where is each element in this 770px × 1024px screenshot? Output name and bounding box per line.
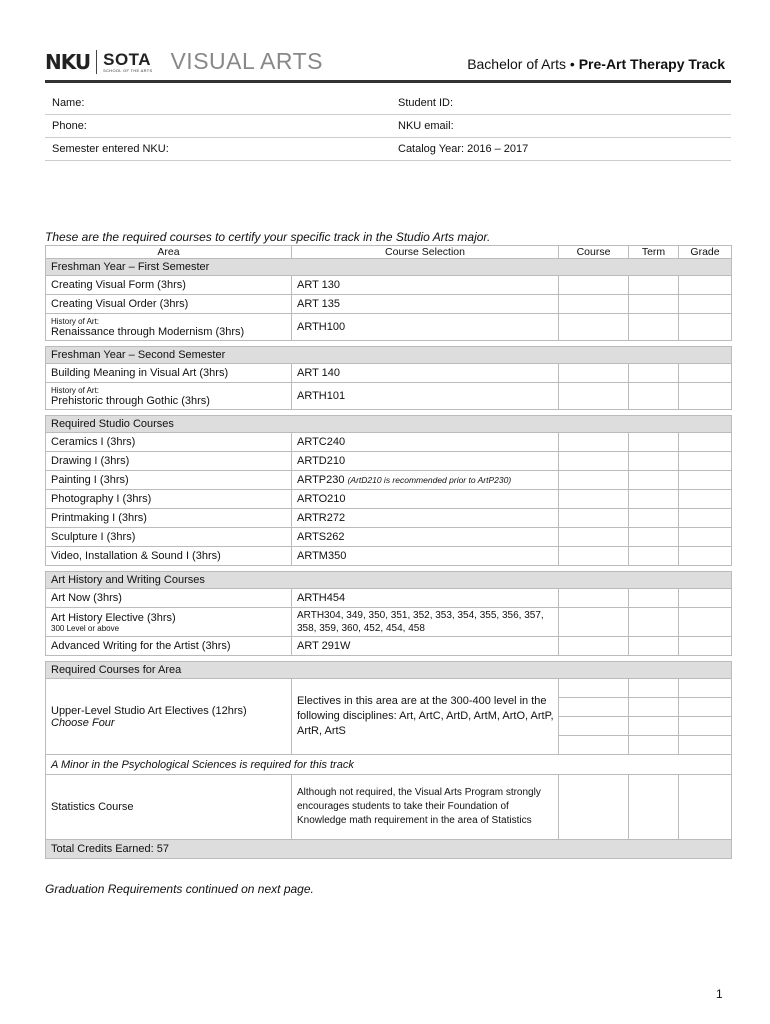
area-cell [46, 608, 292, 637]
grade-entry[interactable] [679, 775, 732, 840]
selection-cell: ARTO210 [292, 490, 559, 509]
col-selection: Course Selection [292, 246, 559, 259]
area-cell: Advanced Writing for the Artist (3hrs) [46, 637, 292, 656]
total-row [46, 840, 732, 859]
catalog-year-field[interactable]: Catalog Year: 2016 – 2017 [391, 138, 731, 161]
section-title: Required Courses for Area [46, 662, 732, 679]
selection-cell: ARTR272 [292, 509, 559, 528]
table-row [46, 452, 732, 471]
semester-field[interactable]: Semester entered NKU: [45, 138, 391, 161]
student-id-field[interactable]: Student ID: [391, 92, 731, 115]
selection-cell: ARTS262 [292, 528, 559, 547]
term-entry[interactable] [629, 698, 679, 717]
area-cell: Photography I (3hrs) [46, 490, 292, 509]
intro-text: These are the required courses to certify your specific track in the Studio Arts major. [45, 230, 491, 244]
table-row [46, 679, 732, 698]
student-info-table [45, 92, 731, 161]
area-cell: Printmaking I (3hrs) [46, 509, 292, 528]
column-headers [46, 246, 732, 259]
course-entry[interactable] [559, 547, 629, 566]
section-title: Freshman Year – Second Semester [46, 347, 732, 364]
logo-sota-text: SOTA [103, 49, 152, 69]
term-entry[interactable] [629, 547, 679, 566]
area-cell [46, 383, 292, 410]
section-header [46, 572, 732, 589]
grade-entry[interactable] [679, 471, 732, 490]
selection-cell: ART 291W [292, 637, 559, 656]
table-row [46, 528, 732, 547]
term-entry[interactable] [629, 433, 679, 452]
grade-entry[interactable] [679, 698, 732, 717]
course-entry[interactable] [559, 383, 629, 410]
course-entry[interactable] [559, 637, 629, 656]
area-cell: Creating Visual Form (3hrs) [46, 276, 292, 295]
table-row [46, 775, 732, 840]
area-cell [46, 679, 292, 755]
section-title: Freshman Year – First Semester [46, 259, 732, 276]
table-row [46, 509, 732, 528]
area-cell: Video, Installation & Sound I (3hrs) [46, 547, 292, 566]
area-cell: Creating Visual Order (3hrs) [46, 295, 292, 314]
area-text: Renaissance through Modernism (3hrs) [51, 325, 245, 338]
logo-divider [96, 50, 97, 74]
section-header [46, 416, 732, 433]
area-cell: Building Meaning in Visual Art (3hrs) [46, 364, 292, 383]
area-prefix: History of Art: [51, 316, 100, 326]
course-entry[interactable] [559, 589, 629, 608]
course-entry[interactable] [559, 509, 629, 528]
course-entry[interactable] [559, 698, 629, 717]
course-entry[interactable] [559, 775, 629, 840]
grade-entry[interactable] [679, 589, 732, 608]
total-credits: Total Credits Earned: 57 [46, 840, 732, 859]
selection-cell: ARTH101 [292, 383, 559, 410]
selection-cell: ARTH454 [292, 589, 559, 608]
course-entry[interactable] [559, 528, 629, 547]
table-row [46, 589, 732, 608]
grade-entry[interactable] [679, 383, 732, 410]
section-header [46, 259, 732, 276]
logo-department: VISUAL ARTS [170, 48, 323, 74]
selection-note: (ArtD210 is recommended prior to ArtP230) [347, 475, 512, 485]
grade-entry[interactable] [679, 608, 732, 637]
term-entry[interactable] [629, 717, 679, 736]
area-cell: Sculpture I (3hrs) [46, 528, 292, 547]
area-text: Art History Elective (3hrs) [51, 611, 176, 624]
course-entry[interactable] [559, 490, 629, 509]
table-row [46, 295, 732, 314]
table-row [46, 364, 732, 383]
grade-entry[interactable] [679, 509, 732, 528]
area-note: 300 Level or above [51, 623, 120, 633]
area-cell [46, 314, 292, 341]
area-cell: Art Now (3hrs) [46, 589, 292, 608]
term-entry[interactable] [629, 608, 679, 637]
grade-entry[interactable] [679, 433, 732, 452]
phone-field[interactable]: Phone: [45, 115, 391, 138]
term-entry[interactable] [629, 637, 679, 656]
course-entry[interactable] [559, 433, 629, 452]
section-header [46, 347, 732, 364]
course-entry[interactable] [559, 295, 629, 314]
grade-entry[interactable] [679, 314, 732, 341]
grade-entry[interactable] [679, 364, 732, 383]
selection-cell: ART 140 [292, 364, 559, 383]
section-title: Art History and Writing Courses [46, 572, 732, 589]
area-text: Prehistoric through Gothic (3hrs) [51, 394, 210, 407]
selection-cell: ARTH100 [292, 314, 559, 341]
course-entry[interactable] [559, 314, 629, 341]
name-field[interactable]: Name: [45, 92, 391, 115]
selection-cell: ARTC240 [292, 433, 559, 452]
grade-entry[interactable] [679, 528, 732, 547]
grade-entry[interactable] [679, 547, 732, 566]
term-entry[interactable] [629, 490, 679, 509]
table-row [46, 433, 732, 452]
col-area: Area [46, 246, 292, 259]
selection-cell: ART 130 [292, 276, 559, 295]
page-number: 1 [716, 987, 723, 1001]
course-entry[interactable] [559, 717, 629, 736]
course-entry[interactable] [559, 452, 629, 471]
course-entry[interactable] [559, 364, 629, 383]
table-row [46, 471, 732, 490]
course-entry[interactable] [559, 471, 629, 490]
term-entry[interactable] [629, 775, 679, 840]
term-entry[interactable] [629, 314, 679, 341]
term-entry[interactable] [629, 589, 679, 608]
term-entry[interactable] [629, 528, 679, 547]
area-prefix: History of Art: [51, 385, 100, 395]
track-prefix: Bachelor of Arts • [467, 56, 575, 72]
term-entry[interactable] [629, 679, 679, 698]
area-text: Upper-Level Studio Art Electives (12hrs) [51, 704, 247, 717]
section-title: Required Studio Courses [46, 416, 732, 433]
table-row [46, 547, 732, 566]
selection-text: ARTP230 [297, 474, 345, 486]
grade-entry[interactable] [679, 679, 732, 698]
term-entry[interactable] [629, 452, 679, 471]
section-header [46, 662, 732, 679]
nku-sota-logo [45, 48, 323, 75]
table-row [46, 276, 732, 295]
grade-entry[interactable] [679, 276, 732, 295]
table-row [46, 608, 732, 637]
grade-entry[interactable] [679, 637, 732, 656]
selection-cell: ARTH304, 349, 350, 351, 352, 353, 354, 355, 356, 357, 358, 359, 360, 452, 454, 458 [292, 608, 559, 637]
selection-cell: Although not required, the Visual Arts Program strongly encourages students to take their Foundation of Knowledge math requirement in the area of Statistics [292, 775, 559, 840]
selection-cell [292, 471, 559, 490]
term-entry[interactable] [629, 509, 679, 528]
table-row [46, 637, 732, 656]
table-row [46, 383, 732, 410]
course-entry[interactable] [559, 736, 629, 755]
footer-note: Graduation Requirements continued on next page. [45, 882, 314, 896]
email-field[interactable]: NKU email: [391, 115, 731, 138]
selection-cell: Electives in this area are at the 300-400 level in the following disciplines: Art, ArtC, ArtD, ArtM, ArtO, ArtP, ArtR, ArtS [292, 679, 559, 755]
area-cell: Statistics Course [46, 775, 292, 840]
grade-entry[interactable] [679, 490, 732, 509]
table-row [46, 314, 732, 341]
table-row [46, 490, 732, 509]
grade-entry[interactable] [679, 736, 732, 755]
col-course: Course [559, 246, 629, 259]
term-entry[interactable] [629, 471, 679, 490]
col-term: Term [629, 246, 679, 259]
term-entry[interactable] [629, 364, 679, 383]
selection-cell: ART 135 [292, 295, 559, 314]
logo-sota-subtext: SCHOOL OF THE ARTS [103, 67, 153, 73]
term-entry[interactable] [629, 295, 679, 314]
area-cell: Drawing I (3hrs) [46, 452, 292, 471]
course-entry[interactable] [559, 608, 629, 637]
grade-entry[interactable] [679, 295, 732, 314]
area-subtext: Choose Four [51, 716, 115, 729]
course-entry[interactable] [559, 276, 629, 295]
track-title [467, 56, 725, 72]
area-cell: Ceramics I (3hrs) [46, 433, 292, 452]
term-entry[interactable] [629, 383, 679, 410]
page-header [45, 44, 731, 83]
track-name: Pre-Art Therapy Track [578, 56, 725, 72]
course-entry[interactable] [559, 679, 629, 698]
term-entry[interactable] [629, 736, 679, 755]
grade-entry[interactable] [679, 452, 732, 471]
minor-row [46, 755, 732, 775]
col-grade: Grade [679, 246, 732, 259]
selection-cell: ARTD210 [292, 452, 559, 471]
logo-sota [103, 51, 152, 73]
course-table [45, 245, 732, 859]
area-cell: Painting I (3hrs) [46, 471, 292, 490]
logo-nku: NKU [45, 49, 91, 74]
selection-cell: ARTM350 [292, 547, 559, 566]
minor-title: A Minor in the Psychological Sciences is required for this track [46, 755, 732, 775]
grade-entry[interactable] [679, 717, 732, 736]
term-entry[interactable] [629, 276, 679, 295]
